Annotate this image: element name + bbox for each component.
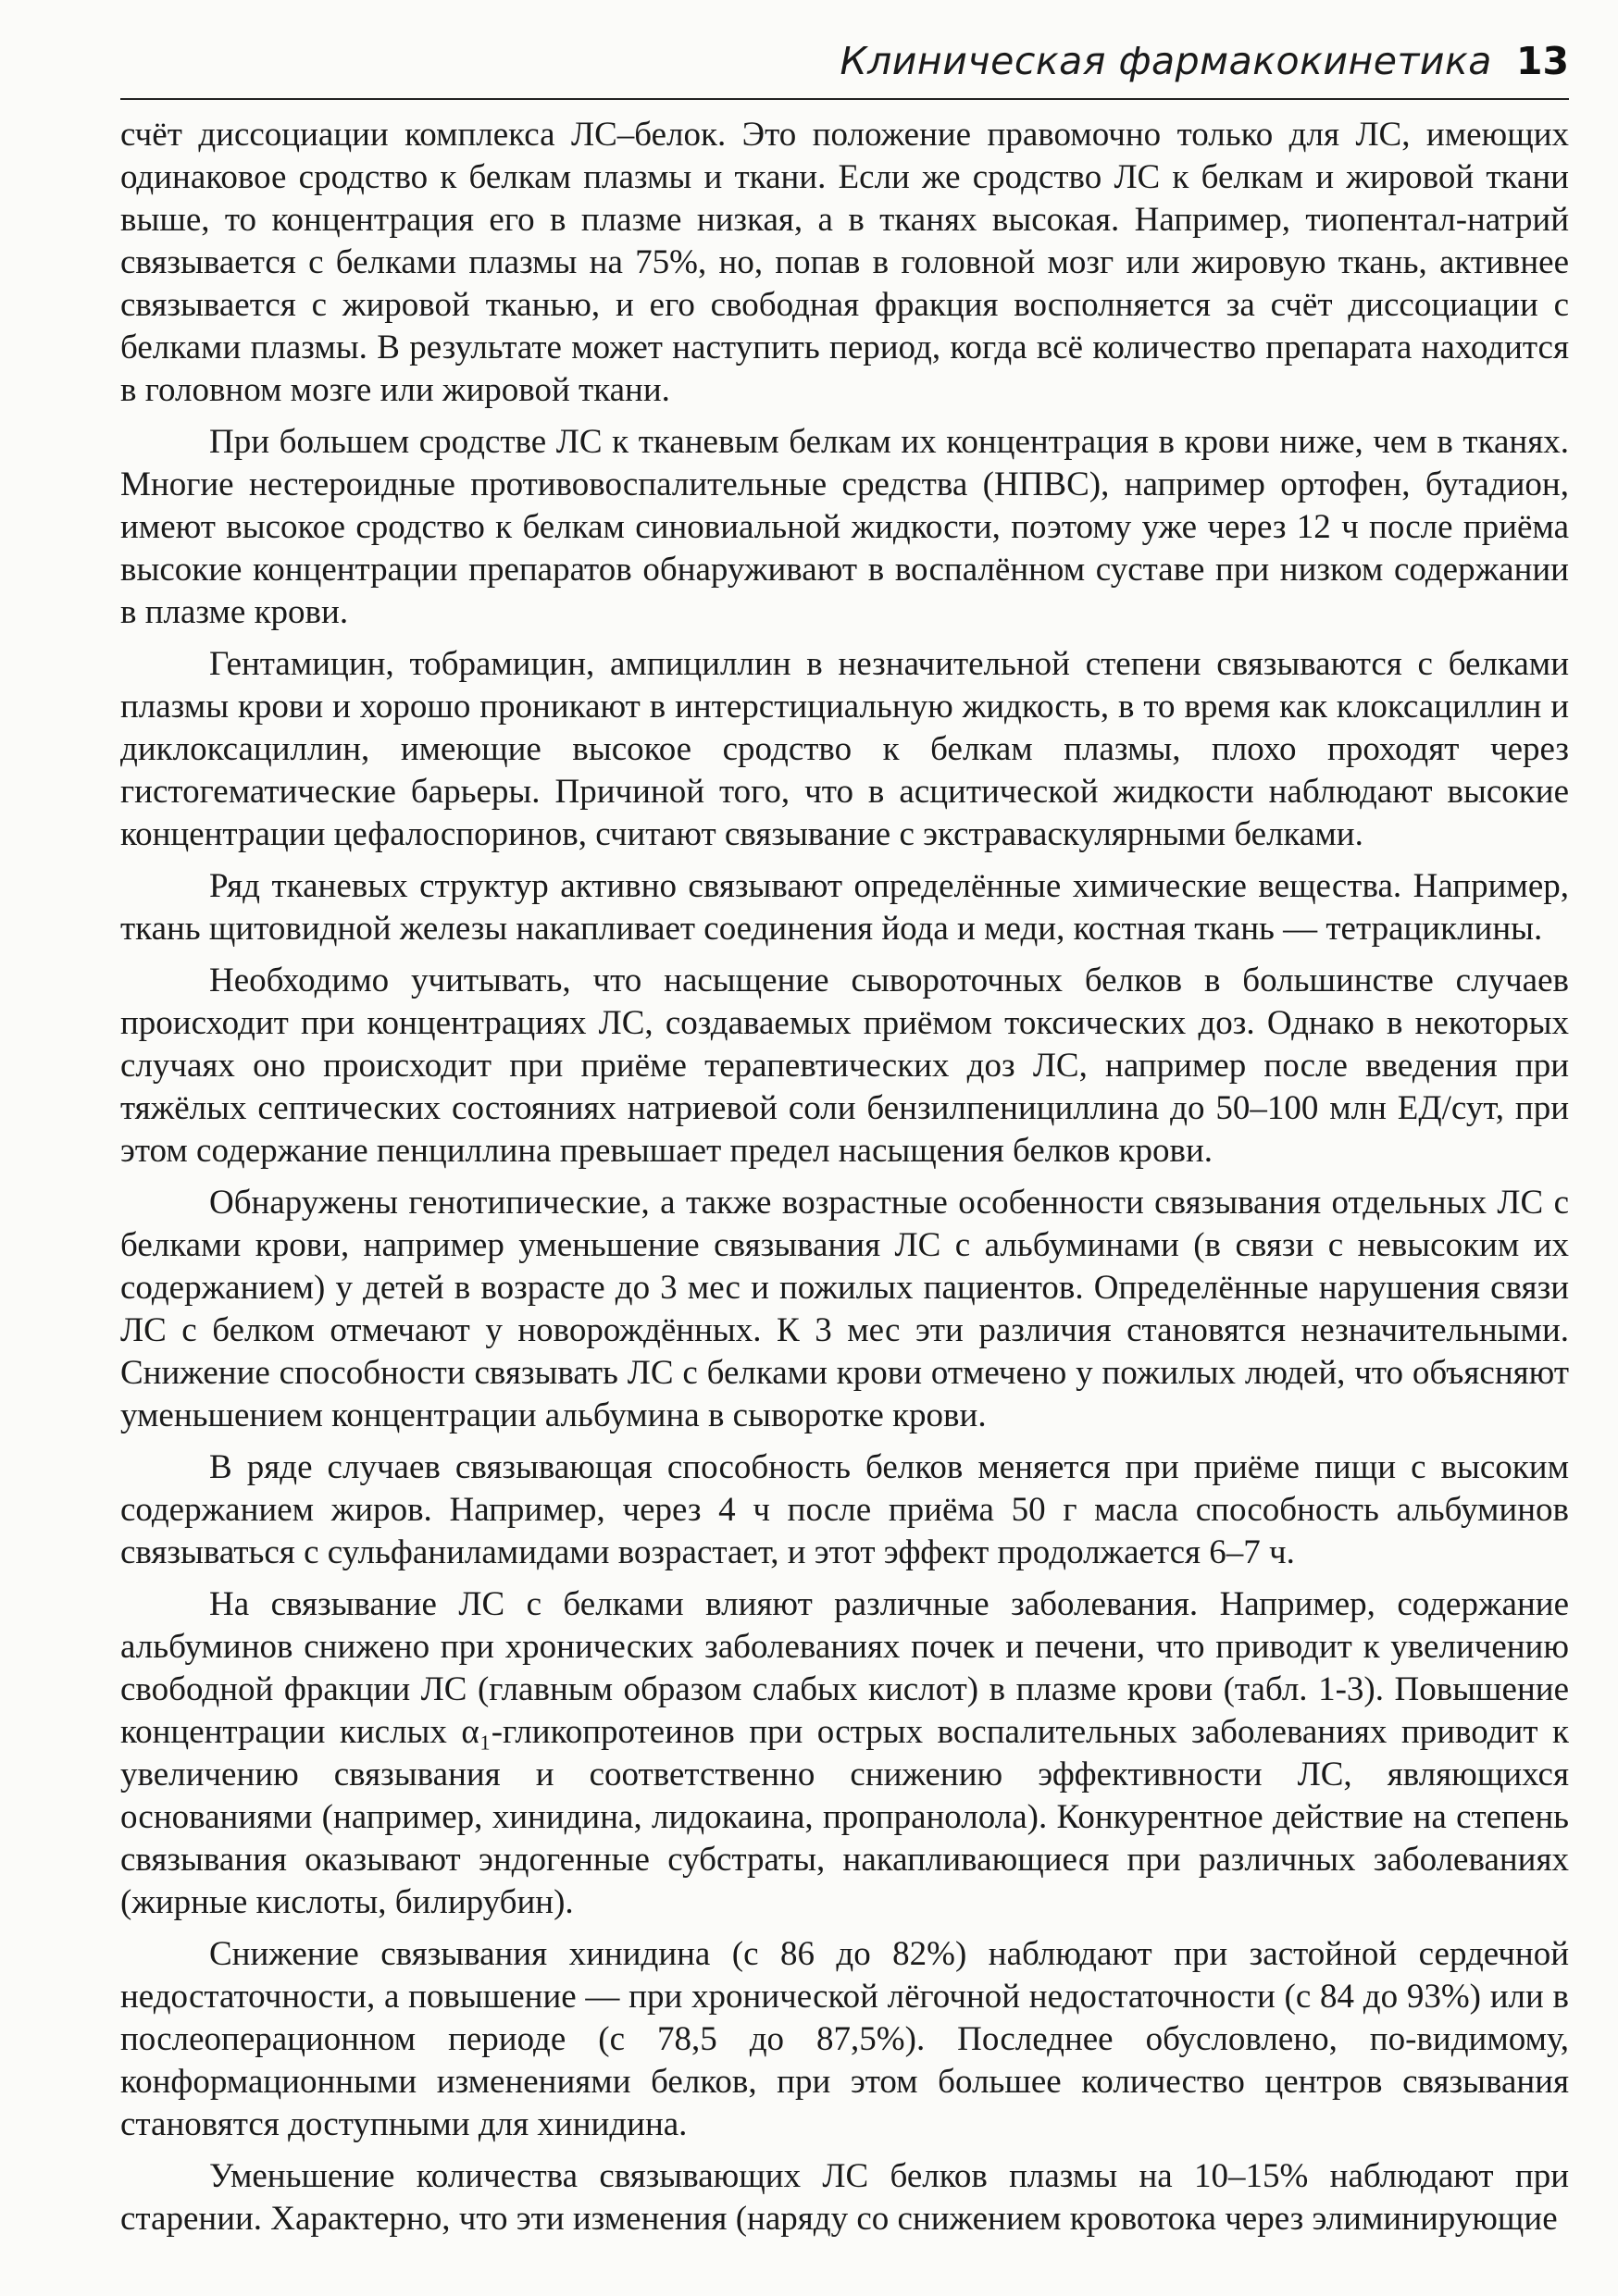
paragraph: счёт диссоциации комплекса ЛС–белок. Это положение правомочно только для ЛС, имеющих одинаковое сродство к белкам плазмы и ткани. Если же сродство ЛС к белкам и жировой ткани выше, то концентрация его в плазме низкая, а в тканях высокая. Например, тиопентал-натрий связывается с белками плазмы на 75%, но, попав в головной мозг или жировую ткань, активнее связывается с жировой тканью, и его свободная фракция восполняется за счёт диссоциации с белками плазмы. В результате может наступить период, когда всё количество препарата находится в головном мозге или жировой ткани. <box>120 116 1569 409</box>
paragraph: Снижение связывания хинидина (с 86 до 82%) наблюдают при застойной сердечной недостаточности, а повышение — при хронической лёгочной недостаточности (с 84 до 93%) или в послеоперационном периоде (с 78,5 до 87,5%). Последнее обусловлено, по-видимому, конформационными изменениями белков, при этом большее количество центров связывания становятся доступными для хинидина. <box>120 1935 1569 2143</box>
running-head-title: Клиническая фармакокинетика <box>840 39 1492 83</box>
running-head <box>120 39 1569 94</box>
paragraph: Ряд тканевых структур активно связывают определённые химические вещества. Например, ткань щитовидной железы накапливает соединения йода и меди, костная ткань — тетрациклины. <box>120 867 1569 948</box>
page-number: 13 <box>1515 39 1569 83</box>
paragraph: Гентамицин, тобрамицин, ампициллин в незначительной степени связываются с белками плазмы крови и хорошо проникают в интерстициальную жидкость, в то время как клоксациллин и диклоксациллин, имеющие высокое сродство к белкам плазмы, плохо проходят через гистогематические барьеры. Причиной того, что в асцитической жидкости наблюдают высокие концентрации цефалоспоринов, считают связывание с экстраваскулярными белками. <box>120 645 1569 853</box>
paragraph: Обнаружены генотипические, а также возрастные особенности связывания отдельных ЛС с белками крови, например уменьшение связывания ЛС с альбуминами (в связи с невысоким их содержанием) у детей в возрасте до 3 мес и пожилых пациентов. Определённые нарушения связи ЛС с белком отмечают у новорождённых. К 3 мес эти различия становятся незначительными. Снижение способности связывать ЛС с белками крови отмечено у пожилых людей, что объясняют уменьшением концентрации альбумина в сыворотке крови. <box>120 1184 1569 1434</box>
header-rule <box>120 98 1569 100</box>
paragraph: При большем сродстве ЛС к тканевым белкам их концентрация в крови ниже, чем в тканях. Многие нестероидные противовоспалительные средства (НПВС), например ортофен, бутадион, имеют высокое сродство к белкам синовиальной жидкости, поэтому уже через 12 ч после приёма высокие концентрации препаратов обнаруживают в воспалённом суставе при низком содержании в плазме крови. <box>120 423 1569 631</box>
paragraph: В ряде случаев связывающая способность белков меняется при приёме пищи с высоким содержанием жиров. Например, через 4 ч после приёма 50 г масла способность альбуминов связываться с сульфаниламидами возрастает, и этот эффект продолжается 6–7 ч. <box>120 1448 1569 1571</box>
body-text <box>120 114 1569 2240</box>
paragraph: На связывание ЛС с белками влияют различные заболевания. Например, содержание альбуминов снижено при хронических заболеваниях почек и печени, что приводит к увеличению свободной фракции ЛС (главным образом слабых кислот) в плазме крови (табл. 1-3). Повышение концентрации кислых α₁-гликопротеинов при острых воспалительных заболеваниях приводит к увеличению связывания и соответственно снижению эффективности ЛС, являющихся основаниями (например, хинидина, лидокаина, пропранолола). Конкурентное действие на степень связывания оказывают эндогенные субстраты, накапливающиеся при различных заболеваниях (жирные кислоты, билирубин). <box>120 1585 1569 1921</box>
paragraph: Необходимо учитывать, что насыщение сывороточных белков в большинстве случаев происходит при концентрациях ЛС, создаваемых приёмом токсических доз. Однако в некоторых случаях оно происходит при приёме терапевтических доз ЛС, например после введения при тяжёлых септических состояниях натриевой соли бензилпенициллина до 50–100 млн ЕД/сут, при этом содержание пенциллина превышает предел насыщения белков крови. <box>120 962 1569 1170</box>
paragraph: Уменьшение количества связывающих ЛС белков плазмы на 10–15% наблюдают при старении. Характерно, что эти изменения (наряду со снижением кровотока через элиминирующие <box>120 2157 1569 2238</box>
